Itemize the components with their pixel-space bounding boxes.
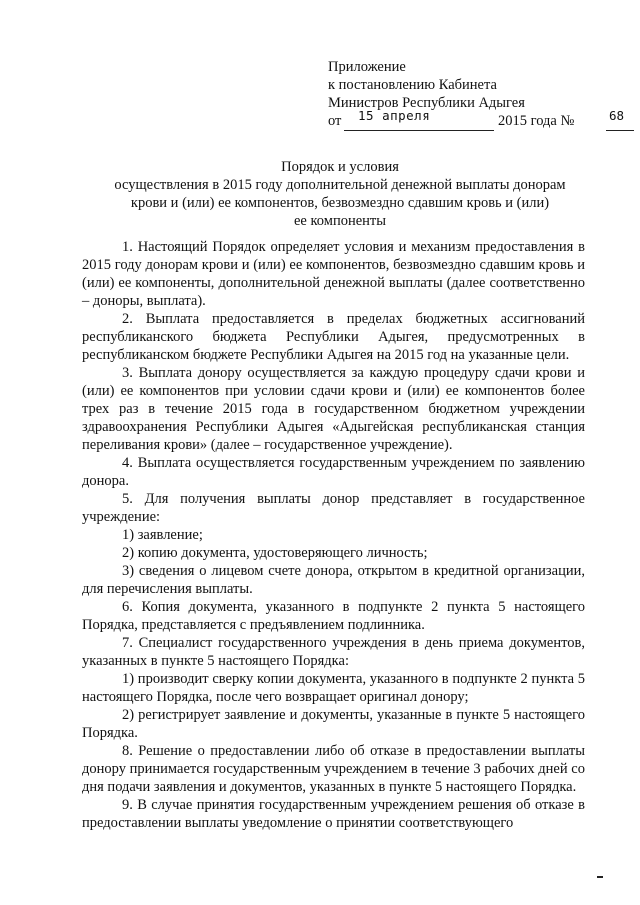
paragraph-3: 3. Выплата донору осуществляется за каждую процедуру сдачи крови и (или) ее компонентов при условии сдачи крови и (или) ее компонентов более трех раз в течение 2015 года в государственном бюджетном учреждении здравоохранения Республики Адыгея «Адыгейская республиканская станция переливания крови» (далее – государственное учреждение). — [82, 365, 585, 453]
appendix-resolution-line: к постановлению Кабинета — [328, 77, 497, 93]
title-line-4: ее компоненты — [294, 213, 386, 229]
appendix-date-line — [328, 108, 625, 132]
paragraph-5-item-3: 3) сведения о лицевом счете донора, открытом в кредитной организации, для перечисления выплаты. — [82, 563, 585, 597]
paragraph-7: 7. Специалист государственного учреждения в день приема документов, указанных в пункте 5 настоящего Порядка: — [82, 635, 585, 669]
paragraph-5-item-2: 2) копию документа, удостоверяющего личность; — [122, 545, 428, 561]
appendix-cabinet-line: Министров Республики Адыгея — [328, 95, 525, 111]
handwritten-date: 15 апреля — [358, 108, 431, 123]
paragraph-7-item-1: 1) производит сверку копии документа, указанного в подпункте 2 пункта 5 настоящего Порядка, после чего возвращает оригинал донору; — [82, 671, 585, 705]
date-field — [344, 108, 494, 131]
paragraph-5: 5. Для получения выплаты донор представляет в государственное учреждение: — [82, 491, 585, 525]
document-title — [40, 158, 640, 230]
scan-mark — [597, 876, 603, 878]
appendix-label: Приложение — [328, 59, 406, 75]
paragraph-5-item-1: 1) заявление; — [122, 527, 203, 543]
date-prefix: от — [328, 113, 342, 129]
paragraph-1: 1. Настоящий Порядок определяет условия и механизм предоставления в 2015 году донорам крови и (или) ее компонентов, безвозмездно сдавшим кровь и (или) ее компоненты, дополнительной денежной выплаты (далее соответственно – доноры, выплата). — [82, 239, 585, 309]
paragraph-9: 9. В случае принятия государственным учреждением решения об отказе в предоставлении выплаты уведомление о принятии соответствующего — [82, 797, 585, 831]
document-body — [82, 238, 585, 832]
number-field — [606, 108, 634, 131]
title-line-3: крови и (или) ее компонентов, безвозмездно сдавшим кровь и (или) — [130, 195, 550, 211]
paragraph-6: 6. Копия документа, указанного в подпункте 2 пункта 5 настоящего Порядка, представляется с предъявлением подлинника. — [82, 599, 585, 633]
appendix-header — [328, 58, 625, 132]
paragraph-2: 2. Выплата предоставляется в пределах бюджетных ассигнований республиканского бюджета Республики Адыгея, предусмотренных в республиканском бюджете Республики Адыгея на 2015 год на указанные цели. — [82, 311, 585, 363]
title-line-2: осуществления в 2015 году дополнительной денежной выплаты донорам — [114, 177, 566, 193]
year-label: 2015 года № — [498, 113, 575, 129]
paragraph-7-item-2: 2) регистрирует заявление и документы, указанные в пункте 5 настоящего Порядка. — [82, 707, 585, 741]
paragraph-8: 8. Решение о предоставлении либо об отказе в предоставлении выплаты донору принимается государственным учреждением в течение 3 рабочих дней со дня подачи заявления и документов, указанных в пункте 5 настоящего Порядка. — [82, 743, 585, 795]
paragraph-4: 4. Выплата осуществляется государственным учреждением по заявлению донора. — [82, 455, 585, 489]
handwritten-number: 68 — [609, 108, 625, 123]
title-line-1: Порядок и условия — [281, 159, 399, 175]
